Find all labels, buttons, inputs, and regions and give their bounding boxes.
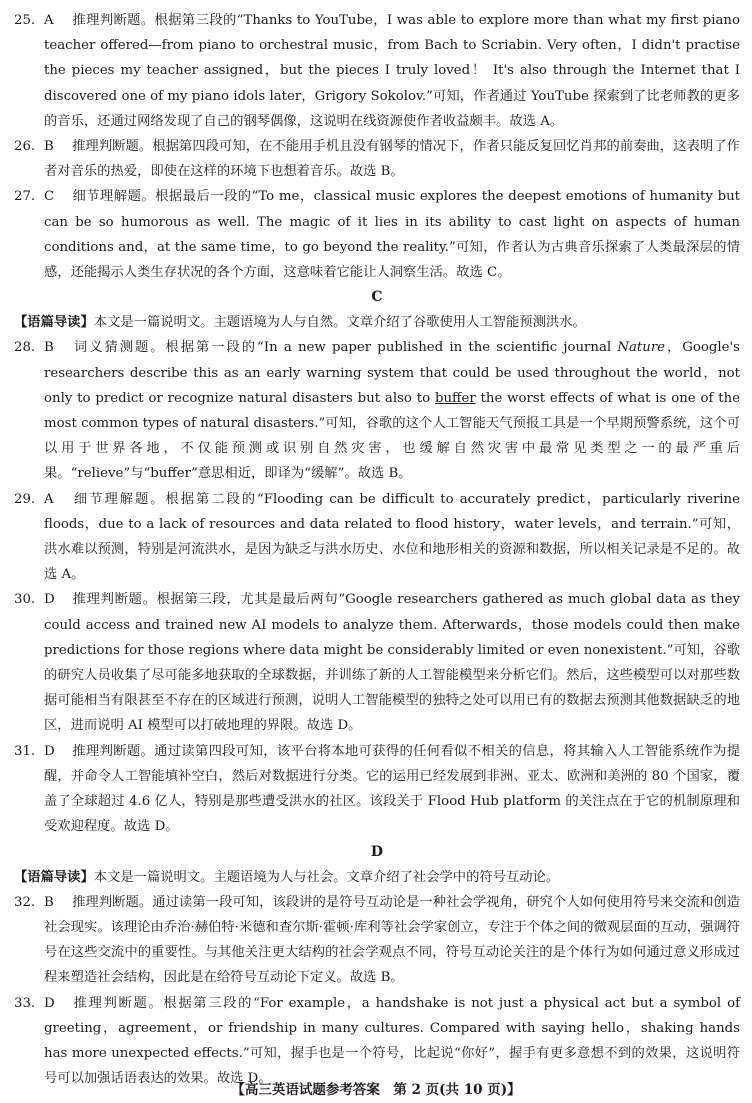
answer-letter: D bbox=[44, 743, 55, 759]
question-type: 推理判断题。 bbox=[72, 894, 153, 910]
answer-letter: A bbox=[44, 13, 54, 28]
question-type: 词义猜测题。 bbox=[72, 340, 166, 356]
answer-31 bbox=[14, 739, 740, 840]
explanation-text: 根据第三段的“Thanks to YouTube，I was able to explore more than what my first piano teacher offered—from piano to orchestral music，from Bach to Scriabin. Very often，I didn't practise the pieces my teacher assigned，but the pieces I truly loved！ It's also through the Internet that I discovered one of my piano idols later，Grigory Sokolov.”可知，作者通过 YouTube 探索到了比老师教的更多的音乐，还通过网络发现了自己的钢琴偶像，这说明在线资源使作者收益颇丰。故选 A。 bbox=[44, 13, 740, 129]
answer-letter: B bbox=[44, 139, 54, 155]
question-number: 29. bbox=[14, 491, 36, 507]
question-number: 32. bbox=[14, 894, 36, 910]
explanation-text: 根据第二段的“Flooding can be difficult to accurately predict，particularly riverine floods，due to a lack of resources and data related to flood history，water levels，and terrain.”可知，洪水难以预测，特别是河流洪水，是因为缺乏与洪水历史、水位和地形相关的资源和数据，所以相关记录是不足的。故选 A。 bbox=[44, 491, 740, 583]
underlined-word: buffer bbox=[434, 390, 476, 406]
question-number: 25. bbox=[14, 13, 36, 28]
explanation-text: ，Google's researchers describe this as an early warning system that could be used throughout the world，not only to predict or recognize natural disasters but also to bbox=[44, 340, 741, 406]
answer-29 bbox=[14, 487, 740, 588]
question-type: 细节理解题。 bbox=[72, 491, 166, 507]
question-number: 33. bbox=[14, 995, 36, 1011]
explanation-text: 根据第一段的“In a new paper published in the scientific journal bbox=[165, 340, 618, 356]
page-footer: 【高三英语试题参考答案 第 2 页(共 10 页)】 bbox=[231, 1082, 521, 1098]
explanation-text: 通过读第一段可知，该段讲的是符号互动论是一种社会学视角，研究个人如何使用符号来交流和创造社会现实。该理论由乔治·赫伯特·米德和查尔斯·霍顿·库利等社会学家创立，专注于个体之间的微观层面的互动，强调符号在这些交流中的重要性。与其他关注更大结构的社会学观点不同，符号互动论关注的是个体行为如何通过意义形成过程来塑造社会结构，因此是在给符号互动论下定义。故选 B。 bbox=[44, 894, 741, 986]
answer-letter: B bbox=[44, 340, 54, 356]
question-type: 推理判断题。 bbox=[72, 995, 164, 1011]
answer-letter: B bbox=[44, 894, 54, 910]
guide-text: 本文是一篇说明文。主题语境为人与社会。文章介绍了社会学中的符号互动论。 bbox=[93, 869, 560, 885]
question-number: 30. bbox=[14, 592, 36, 608]
answer-letter: A bbox=[44, 491, 54, 507]
section-heading-c: C bbox=[371, 289, 383, 306]
section-heading-d: D bbox=[370, 843, 384, 860]
question-type: 推理判断题。 bbox=[72, 592, 157, 608]
question-number: 27. bbox=[14, 189, 36, 205]
answer-32 bbox=[14, 890, 740, 991]
explanation-text: 根据最后一段的“To me，classical music explores the deepest emotions of humanity but can be so humorous as well. The magic of it lies in its ability to cast light on aspects of human conditions and，at the same time，to go beyond the reality.”可知，作者认为古典音乐探索了人类最深层的情感，还能揭示人类生存状况的各个方面，这意味着它能让人洞察生活。故选 C。 bbox=[44, 189, 740, 281]
question-number: 26. bbox=[14, 139, 36, 155]
explanation-text: 根据第三段的“For example，a handshake is not just a physical act but a symbol of greeting，agreement，or friendship in many cultures. Compared with saying hello，shaking hands has more unexpected effects.”可知，握手也是一个符号，比起说“你好”，握手有更多意想不到的效果，这说明符号可以加强话语表达的效果。故选 D。 bbox=[44, 995, 740, 1087]
journal-name: Nature bbox=[617, 340, 666, 356]
question-type: 推理判断题。 bbox=[72, 13, 155, 28]
answer-28 bbox=[14, 335, 740, 486]
guide-text: 本文是一篇说明文。主题语境为人与自然。文章介绍了谷歌使用人工智能预测洪水。 bbox=[93, 315, 586, 331]
answer-letter: D bbox=[44, 995, 55, 1011]
answer-letter: D bbox=[44, 592, 55, 608]
answer-25 bbox=[14, 8, 740, 134]
question-number: 31. bbox=[14, 743, 36, 759]
question-type: 细节理解题。 bbox=[72, 189, 156, 205]
explanation-text: 通过读第四段可知，该平台将本地可获得的任何看似不相关的信息，将其输入人工智能系统作为提醒，并命令人工智能填补空白，然后对数据进行分类。它的运用已经发展到非洲、亚太、欧洲和美洲的 80 个国家，覆盖了全球超过 4.6 亿人，特别是那些遭受洪水的社区。该段关于 Flood Hub platform 的关注点在于它的机制原理和受欢迎程度。故选 D。 bbox=[44, 743, 741, 835]
answer-letter: C bbox=[44, 189, 55, 205]
answer-33 bbox=[14, 991, 740, 1092]
question-number: 28. bbox=[14, 340, 36, 356]
guide-label: 【语篇导读】 bbox=[14, 315, 94, 331]
explanation-text: 根据第三段，尤其是最后两句“Google researchers gathered as much global data as they could access and trained new AI models to analyze them. Afterwards，those models could then make predictions for those regions where data might be considerably limited or even nonexistent.”可知，谷歌的研究人员收集了尽可能多地获取的全球数据，并训练了新的人工智能模型来分析它们。然后，这些模型可以对那些数据可能相当有限甚至不存在的区域进行预测，说明人工智能模型的独特之处可以用已有的数据去预测其他数据缺乏的地区，进而说明 AI 模型可以打破地理的界限。故选 D。 bbox=[44, 592, 740, 734]
explanation-text: the worst effects of what is one of the most common types of natural disasters.”可知，谷歌的这个人工智能天气预报工具是一个早期预警系统，这个可以用于世界各地，不仅能预测或识别自然灾害，也缓解自然灾害中最常见类型之一的最严重后果。“relieve”与“buffer”意思相近，即译为“缓解”。故选 B。 bbox=[44, 390, 741, 482]
passage-guide-d bbox=[14, 865, 740, 890]
answer-27 bbox=[14, 184, 740, 285]
explanation-text: 根据第四段可知，在不能用手机且没有钢琴的情况下，作者只能反复回忆肖邦的前奏曲，这表明了作者对音乐的热爱，即使在这样的环境下也想着音乐。故选 B。 bbox=[44, 139, 741, 180]
question-type: 推理判断题。 bbox=[72, 139, 153, 155]
question-type: 推理判断题。 bbox=[72, 743, 155, 759]
answer-30 bbox=[14, 587, 740, 738]
guide-label: 【语篇导读】 bbox=[14, 869, 94, 885]
answer-26 bbox=[14, 134, 740, 184]
passage-guide-c bbox=[14, 310, 740, 335]
